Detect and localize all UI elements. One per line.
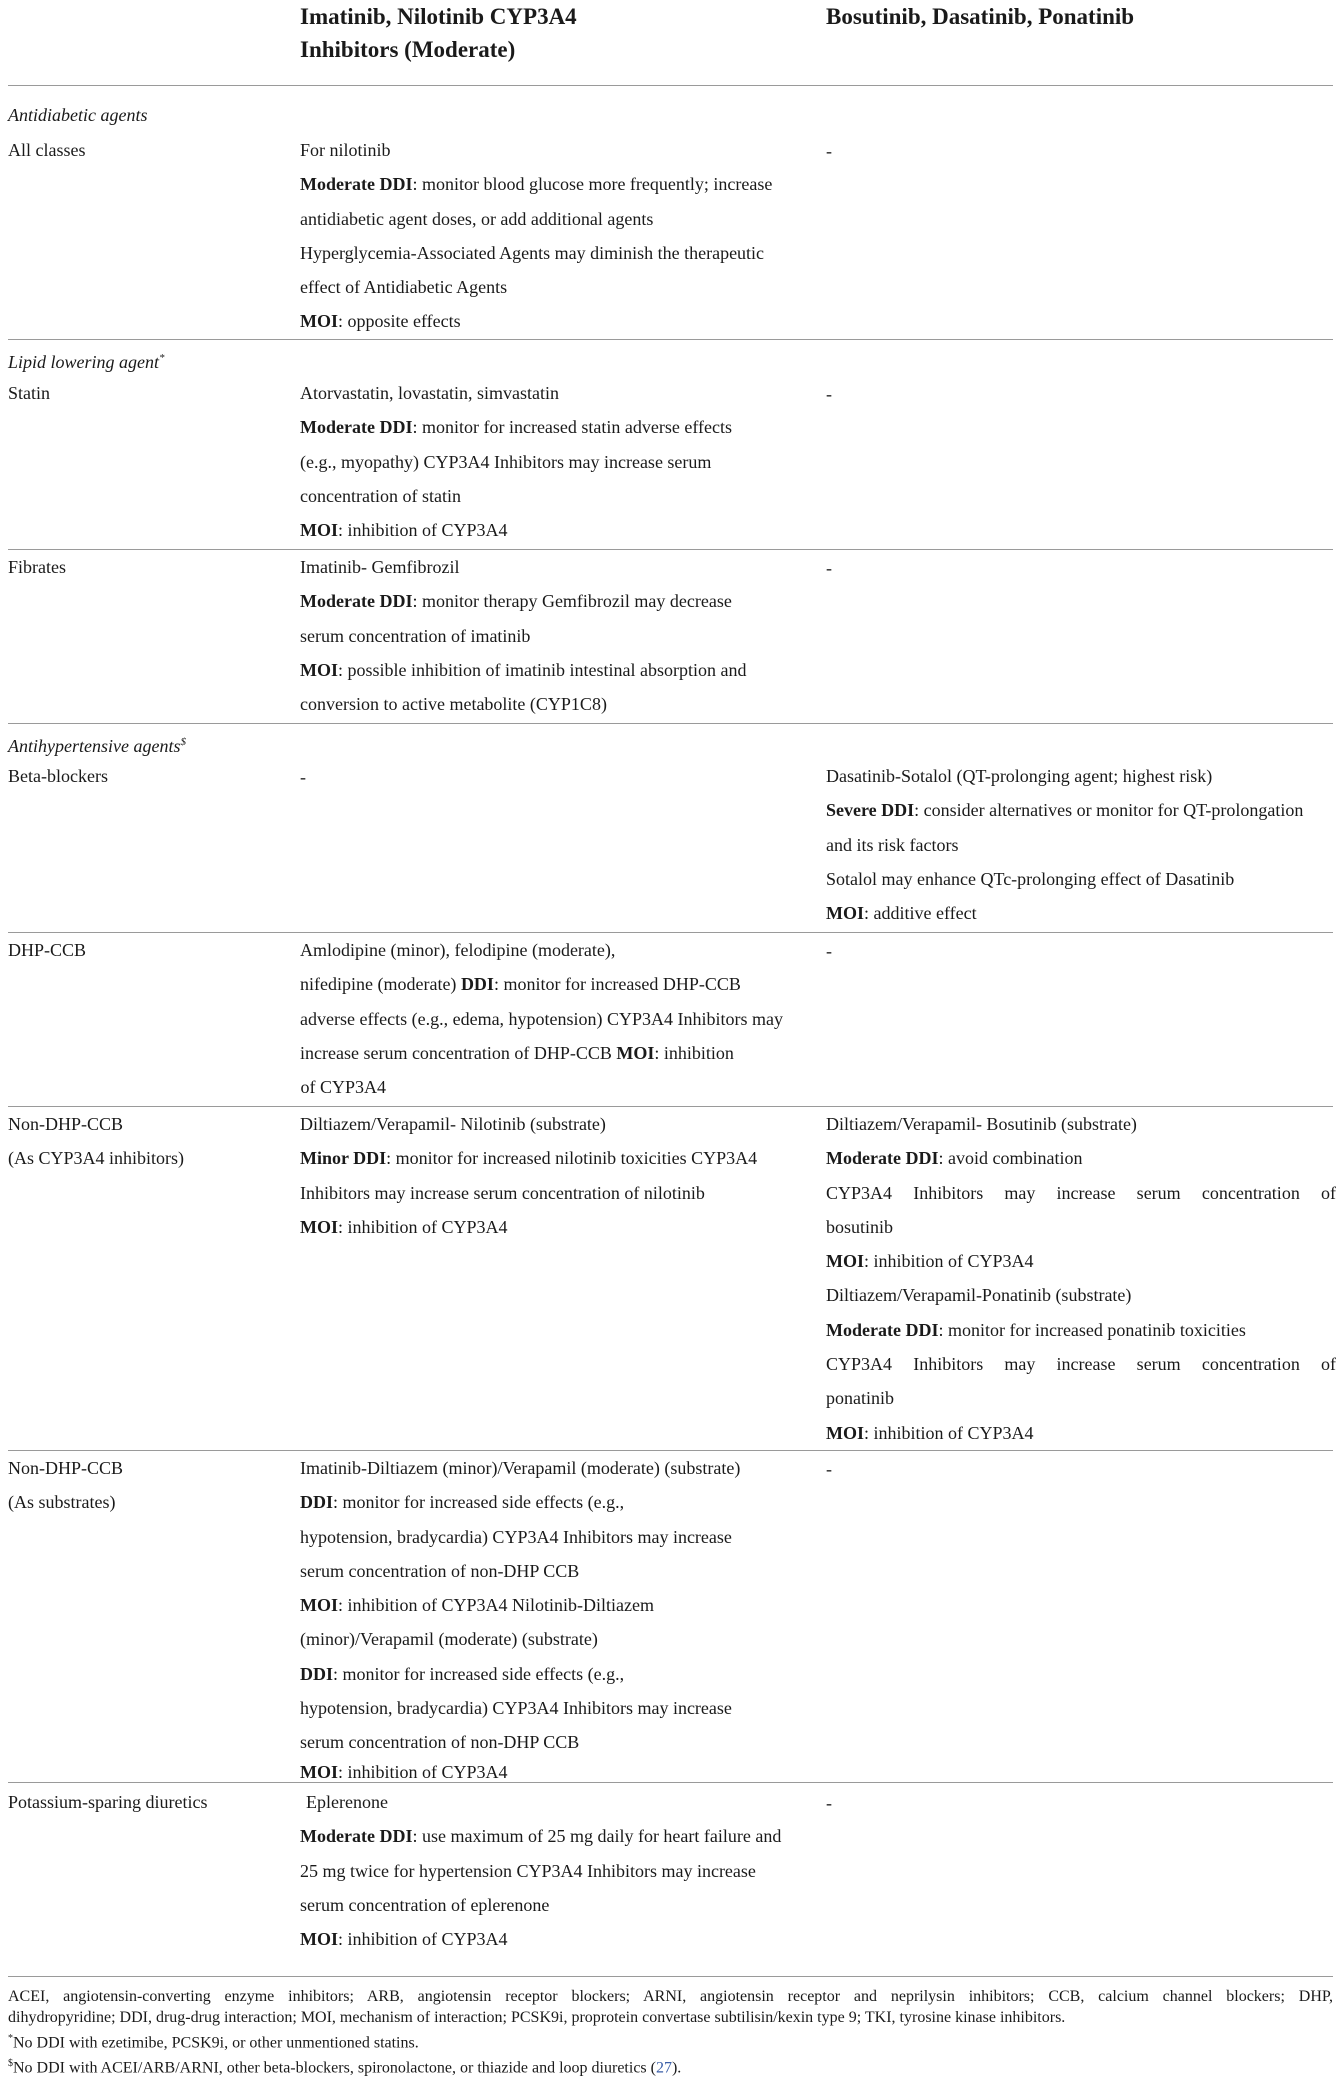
cell-line — [300, 513, 815, 547]
row-label-statin — [8, 376, 50, 410]
cell-line — [826, 1244, 1336, 1278]
row-label-text: All classes — [8, 140, 86, 160]
cell-line — [826, 793, 1336, 827]
cell-line — [300, 304, 815, 338]
cell-text: : consider alternatives or monitor for QT-prolongation — [914, 800, 1304, 821]
row-label-text: Potassium-sparing diuretics — [8, 1792, 208, 1812]
cell-line: Imatinib-Diltiazem (minor)/Verapamil (moderate) (substrate) — [300, 1458, 741, 1478]
cell-line — [300, 1141, 815, 1175]
moi-label: MOI — [300, 311, 338, 332]
cell-text: : inhibition of CYP3A4 Nilotinib-Diltiazem — [338, 1595, 654, 1616]
cell-line: effect of Antidiabetic Agents — [300, 277, 508, 298]
moi-label: MOI — [300, 520, 338, 541]
moi-label: MOI — [300, 1595, 338, 1616]
header-col2 — [300, 0, 820, 66]
cell-line: Hyperglycemia-Associated Agents may diminish the therapeutic — [300, 242, 765, 263]
category-text: Antihypertensive agents — [8, 736, 181, 756]
dash-fibrates-col3: - — [826, 558, 832, 578]
cell-text: : monitor for increased statin adverse effects — [412, 417, 733, 438]
cell-line — [826, 1141, 1336, 1175]
cell-line: conversion to active metabolite (CYP1C8) — [300, 694, 607, 715]
cell-line: Inhibitors may increase serum concentration of nilotinib — [300, 1182, 705, 1203]
footnote-mark: $ — [8, 2058, 13, 2070]
cell-non-dhp-substrates-col2 — [300, 1451, 815, 1784]
reference-link[interactable]: 27 — [655, 2059, 672, 2077]
cell-line: serum concentration of eplerenone — [300, 1894, 550, 1915]
row-label-all-classes — [8, 133, 85, 167]
cell-line — [300, 410, 815, 444]
cell-line: (e.g., myopathy) CYP3A4 Inhibitors may increase serum — [300, 451, 712, 472]
cell-line: Sotalol may enhance QTc-prolonging effect of Dasatinib — [826, 868, 1235, 889]
cell-line — [300, 1819, 815, 1853]
cell-line: serum concentration of non-DHP CCB — [300, 1560, 580, 1581]
cell-line: 25 mg twice for hypertension CYP3A4 Inhibitors may increase — [300, 1860, 756, 1881]
cell-text: : inhibition of CYP3A4 — [864, 1422, 1034, 1443]
cell-line — [300, 1485, 815, 1519]
row-rule — [8, 723, 1333, 724]
table-bottom-rule — [8, 1976, 1333, 1977]
cell-statin-col2 — [300, 376, 815, 547]
header-col3: Bosutinib, Dasatinib, Ponatinib — [826, 4, 1135, 29]
row-label-text: (As CYP3A4 inhibitors) — [8, 1148, 185, 1169]
cell-line: (minor)/Verapamil (moderate) (substrate) — [300, 1629, 598, 1650]
moi-label: MOI — [300, 1929, 338, 1950]
cell-line: and its risk factors — [826, 834, 959, 855]
cell-fibrates-col2 — [300, 550, 815, 721]
cell-text: increase serum concentration of DHP-CCB — [300, 1042, 617, 1063]
cell-line: hypotension, bradycardia) CYP3A4 Inhibitors may increase — [300, 1698, 732, 1719]
row-label-beta-blockers — [8, 759, 108, 793]
cell-line: Diltiazem/Verapamil- Nilotinib (substrate) — [300, 1114, 606, 1134]
ddi-label: DDI — [300, 1492, 334, 1513]
cell-line: adverse effects (e.g., edema, hypotension) CYP3A4 Inhibitors may — [300, 1008, 784, 1029]
cell-line — [826, 896, 1336, 930]
cell-text: : inhibition of CYP3A4 — [338, 1929, 508, 1950]
category-antihypertensive — [8, 727, 186, 761]
row-label-text: DHP-CCB — [8, 940, 87, 960]
cell-text: : inhibition of CYP3A4 — [864, 1251, 1034, 1272]
moi-label: MOI — [300, 1761, 338, 1782]
cell-line — [300, 1588, 815, 1622]
cell-text: : monitor for increased DHP-CCB — [493, 974, 741, 995]
footnote-star — [8, 2028, 1333, 2053]
cell-line: of CYP3A4 — [300, 1077, 387, 1098]
cell-line: serum concentration of non-DHP CCB — [300, 1732, 580, 1753]
cell-text: : monitor for increased side effects (e.g., — [333, 1492, 625, 1513]
row-label-text: Non-DHP-CCB — [8, 1114, 124, 1134]
cell-line: CYP3A4 Inhibitors may increase serum concentration of — [826, 1354, 1336, 1375]
cell-non-dhp-inhibitors-col3 — [826, 1107, 1336, 1450]
cell-text: : avoid combination — [938, 1148, 1083, 1169]
cell-line: Atorvastatin, lovastatin, simvastatin — [300, 383, 559, 403]
cell-line — [826, 1416, 1336, 1450]
cell-line — [300, 1036, 815, 1070]
row-label-non-dhp-inhibitors — [8, 1107, 184, 1176]
row-label-text: Fibrates — [8, 557, 66, 577]
moi-label: MOI — [826, 1422, 864, 1443]
row-label-text: (As substrates) — [8, 1492, 116, 1513]
cell-line: bosutinib — [826, 1216, 894, 1237]
ddi-label: Moderate DDI — [300, 1826, 413, 1847]
cell-line — [826, 1313, 1336, 1347]
cell-line: ponatinib — [826, 1388, 894, 1409]
cell-text: : inhibition of CYP3A4 — [338, 520, 508, 541]
cell-line: antidiabetic agent doses, or add additional agents — [300, 208, 654, 229]
ddi-label: Moderate DDI — [826, 1148, 939, 1169]
row-label-fibrates — [8, 550, 66, 584]
row-label-potassium-sparing — [8, 1785, 207, 1819]
ddi-label: Severe DDI — [826, 800, 915, 821]
ddi-label: DDI — [460, 974, 494, 995]
row-label-non-dhp-substrates — [8, 1451, 123, 1520]
header-col2-line1: Imatinib, Nilotinib CYP3A4 — [300, 4, 577, 29]
footnote-abbreviations-line2: dihydropyridine; DDI, drug-drug interaction; MOI, mechanism of interaction; PCSK9i, proprotein convertase subtilisin/kexin type 9; TKI, tyrosine kinase inhibitors. — [8, 2009, 1066, 2026]
category-antidiabetic: Antidiabetic agents — [8, 105, 148, 125]
cell-line — [300, 1760, 815, 1784]
cell-potassium-sparing-col2 — [300, 1785, 815, 1956]
dash-beta-blockers-col2: - — [300, 767, 306, 787]
cell-text: : monitor for increased side effects (e.g., — [333, 1663, 625, 1684]
moi-label: MOI — [300, 659, 338, 680]
row-rule — [8, 1782, 1333, 1783]
cell-line: CYP3A4 Inhibitors may increase serum concentration of — [826, 1182, 1336, 1203]
category-lipid — [8, 343, 165, 377]
cell-line: Eplerenone — [306, 1792, 388, 1812]
table-footnotes — [8, 1986, 1333, 2079]
moi-label: MOI — [616, 1042, 655, 1063]
moi-label: MOI — [826, 1251, 864, 1272]
cell-line — [300, 653, 815, 687]
dash-statin-col3: - — [826, 384, 832, 404]
footnote-text: No DDI with ACEI/ARB/ARNI, other beta-blockers, spironolactone, or thiazide and loop diuretics ( — [13, 2059, 656, 2077]
cell-line: Diltiazem/Verapamil- Bosutinib (substrate) — [826, 1114, 1137, 1134]
cell-non-dhp-inhibitors-col2 — [300, 1107, 815, 1244]
cell-text: nifedipine (moderate) — [300, 974, 461, 995]
cell-line — [300, 967, 815, 1001]
cell-line — [300, 1210, 815, 1244]
cell-text: : monitor for increased ponatinib toxicities — [938, 1319, 1246, 1340]
cell-line: hypotension, bradycardia) CYP3A4 Inhibitors may increase — [300, 1526, 732, 1547]
footnote-mark: * — [8, 2033, 13, 2044]
ddi-label: Minor DDI — [300, 1148, 387, 1169]
cell-text: : opposite effects — [338, 311, 461, 332]
footnote-dollar — [8, 2053, 1333, 2078]
cell-dhp-ccb-col2 — [300, 933, 815, 1104]
dash-all-classes-col3: - — [826, 141, 832, 161]
ddi-label: Moderate DDI — [300, 174, 413, 195]
ddi-label: DDI — [300, 1663, 334, 1684]
moi-label: MOI — [300, 1216, 338, 1237]
cell-text: : inhibition of CYP3A4 — [338, 1761, 508, 1782]
cell-text: : additive effect — [864, 903, 977, 924]
row-label-dhp-ccb — [8, 933, 86, 967]
dash-potassium-sparing-col3: - — [826, 1793, 832, 1813]
ddi-label: Moderate DDI — [826, 1319, 939, 1340]
cell-line — [300, 1657, 815, 1691]
cell-text: : monitor for increased nilotinib toxicities CYP3A4 — [386, 1148, 758, 1169]
ddi-label: Moderate DDI — [300, 591, 413, 612]
cell-line: Imatinib- Gemfibrozil — [300, 557, 460, 577]
row-label-text: Beta-blockers — [8, 766, 108, 786]
moi-label: MOI — [826, 903, 864, 924]
cell-line: serum concentration of imatinib — [300, 625, 531, 646]
header-col2-line2: Inhibitors (Moderate) — [300, 37, 516, 62]
cell-text: : inhibition — [654, 1042, 734, 1063]
cell-beta-blockers-col3 — [826, 759, 1336, 930]
cell-line: Dasatinib-Sotalol (QT-prolonging agent; highest risk) — [826, 766, 1213, 786]
footnote-text: No DDI with ezetimibe, PCSK9i, or other unmentioned statins. — [13, 2034, 419, 2052]
cell-line — [300, 1922, 815, 1956]
dash-non-dhp-substrates-col3: - — [826, 1459, 832, 1479]
cell-line: concentration of statin — [300, 485, 461, 506]
cell-line: Diltiazem/Verapamil-Ponatinib (substrate) — [826, 1285, 1132, 1306]
cell-text: : possible inhibition of imatinib intestinal absorption and — [338, 659, 747, 680]
dash-dhp-ccb-col3: - — [826, 941, 832, 961]
footnote-abbreviations-line1: ACEI, angiotensin-converting enzyme inhibitors; ARB, angiotensin receptor blockers; ARNI, angiotensin receptor and neprilysin inhibitors; CCB, calcium channel blockers; DHP, — [8, 1988, 1333, 2005]
ddi-label: Moderate DDI — [300, 417, 413, 438]
header-rule — [8, 85, 1333, 86]
cell-text: : use maximum of 25 mg daily for heart failure and — [412, 1826, 782, 1847]
cell-text: : monitor blood glucose more frequently; increase — [412, 174, 773, 195]
cell-line: Amlodipine (minor), felodipine (moderate), — [300, 940, 616, 960]
row-label-text: Statin — [8, 383, 51, 403]
category-text: Lipid lowering agent — [8, 352, 160, 372]
cell-line — [300, 584, 815, 618]
footnote-mark: * — [159, 352, 165, 364]
row-label-text: Non-DHP-CCB — [8, 1458, 124, 1478]
cell-line — [300, 167, 815, 201]
cell-text: : inhibition of CYP3A4 — [338, 1216, 508, 1237]
row-rule — [8, 339, 1333, 340]
cell-line: For nilotinib — [300, 140, 391, 160]
cell-all-classes-col2 — [300, 133, 815, 339]
cell-text: : monitor therapy Gemfibrozil may decrease — [412, 591, 732, 612]
footnote-text: ). — [671, 2059, 682, 2077]
footnote-mark: $ — [180, 736, 186, 748]
